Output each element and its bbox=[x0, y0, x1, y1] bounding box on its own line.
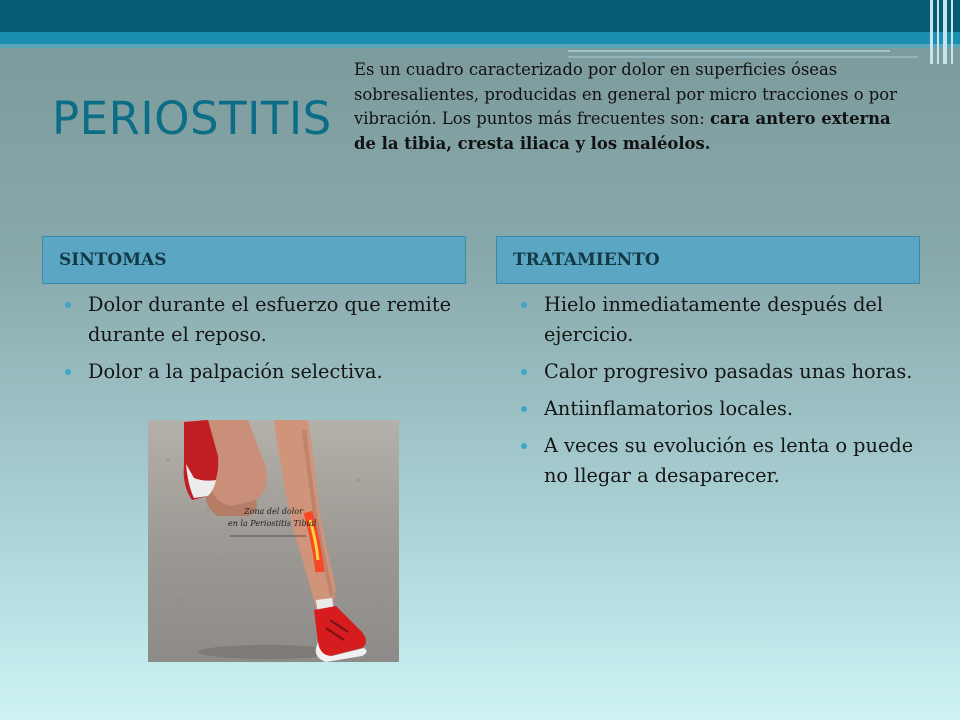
deco-stripe bbox=[943, 0, 947, 64]
list-item-text: Calor progresivo pasadas unas horas. bbox=[544, 360, 913, 383]
bullet-icon bbox=[65, 369, 71, 375]
deco-line bbox=[568, 50, 890, 52]
list-item-text: A veces su evolución es lenta o puede no llegar a desaparecer. bbox=[544, 434, 914, 487]
tratamiento-header-label: TRATAMIENTO bbox=[513, 250, 660, 270]
list-item-text: Hielo inmediatamente después del ejercicio. bbox=[544, 293, 883, 346]
list-item bbox=[518, 394, 918, 424]
tratamiento-header bbox=[496, 236, 920, 284]
list-item-text: Antiinflamatorios locales. bbox=[544, 397, 794, 420]
top-band-accent bbox=[0, 32, 960, 44]
sintomas-header-label: SINTOMAS bbox=[59, 250, 167, 270]
sintomas-header bbox=[42, 236, 466, 284]
sintomas-list bbox=[62, 290, 462, 394]
list-item bbox=[518, 357, 918, 387]
bullet-icon bbox=[521, 302, 527, 308]
slide-description bbox=[354, 58, 914, 156]
list-item-text: Dolor durante el esfuerzo que remite durante el reposo. bbox=[88, 293, 451, 346]
bullet-icon bbox=[65, 302, 71, 308]
top-band bbox=[0, 0, 960, 32]
top-band-thin bbox=[0, 44, 960, 48]
photo-caption-line2: en la Periostitis Tibial bbox=[228, 519, 317, 528]
list-item bbox=[518, 431, 918, 491]
bullet-icon bbox=[521, 443, 527, 449]
deco-stripe bbox=[930, 0, 933, 64]
bullet-icon bbox=[521, 369, 527, 375]
list-item-text: Dolor a la palpación selectiva. bbox=[88, 360, 383, 383]
deco-stripe bbox=[937, 0, 939, 64]
list-item bbox=[518, 290, 918, 350]
list-item bbox=[62, 357, 462, 387]
runner-leg-illustration bbox=[148, 420, 399, 662]
description-intro: Es un cuadro caracterizado por dolor en superficies óseas sobresalientes, producidas en general por micro tracciones o por vibración. Los puntos más frecuentes son: bbox=[354, 60, 897, 128]
photo-caption-line1: Zona del dolor bbox=[244, 507, 303, 516]
slide-title: PERIOSTITIS bbox=[52, 92, 332, 145]
description-emphasis: cara antero externa de la tibia, cresta iliaca y los maléolos. bbox=[354, 109, 891, 153]
list-item bbox=[62, 290, 462, 350]
tratamiento-list bbox=[518, 290, 918, 498]
bullet-icon bbox=[521, 406, 527, 412]
deco-stripe bbox=[951, 0, 953, 64]
runner-leg-photo bbox=[148, 420, 399, 662]
